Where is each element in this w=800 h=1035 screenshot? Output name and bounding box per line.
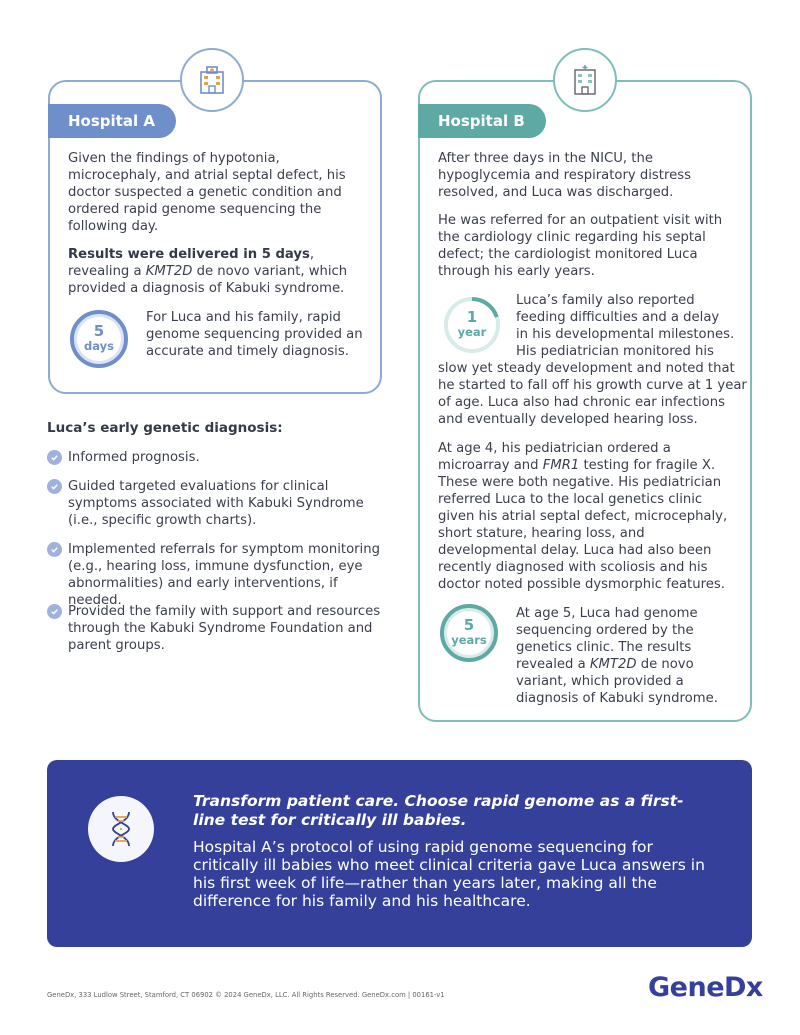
hospital-b-paragraph-5: At age 5, Luca had genome sequencing ordered by the genetics clinic. The results revealed a KMT2D de novo variant, which provided a diagnosis of Kabuki syndrome. bbox=[516, 606, 718, 706]
text-line: slow yet steady development and noted that bbox=[438, 361, 735, 376]
badge-number: 5 bbox=[463, 616, 475, 634]
check-icon bbox=[47, 542, 62, 557]
text-line: feeding difficulties and a delay bbox=[516, 310, 720, 325]
benefit-text: Implemented referrals for symptom monitoring (e.g., hearing loss, immune dysfunction, eye abnormalities) and early interventions, if needed. bbox=[68, 542, 380, 608]
footer-text: GeneDx, 333 Ludlow Street, Stamford, CT 06902 © 2024 GeneDx, LLC. All Rights Reserved. GeneDx.com | 00161-v1 bbox=[47, 991, 445, 999]
check-icon bbox=[47, 479, 62, 494]
text-line: Luca’s family also reported bbox=[516, 293, 695, 308]
year-badge bbox=[443, 296, 501, 354]
badge-unit: years bbox=[451, 633, 487, 647]
hospital-b-paragraph-1: After three days in the NICU, the hypoglycemia and respiratory distress resolved, and Luca was discharged. bbox=[438, 151, 691, 200]
benefit-text: Provided the family with support and resources through the Kabuki Syndrome Foundation and parent groups. bbox=[68, 604, 381, 653]
benefit-item bbox=[47, 603, 392, 655]
text-line: he started to fall off his growth curve at 1 year bbox=[438, 378, 747, 393]
check-icon bbox=[47, 604, 62, 619]
hospital-b-paragraph-4: At age 4, his pediatrician ordered a microarray and FMR1 testing for fragile X. These were both negative. His pediatrician referred Luca to the local genetics clinic given his atrial septal defect, microcephaly, short stature, hearing loss, and developmental delay. Luca had also been recently diagnosed with scoliosis and his doctor noted possible dysmorphic features. bbox=[438, 441, 728, 592]
banner-body: Hospital A’s protocol of using rapid genome sequencing for critically ill babies who meet clinical criteria gave Luca answers in his first week of life—rather than years later, making all the difference for his family and his healthcare. bbox=[193, 838, 705, 910]
text-line: in his developmental milestones. bbox=[516, 327, 735, 342]
text-line: of age. Luca also had chronic ear infections bbox=[438, 395, 725, 410]
hospital-b-tab: Hospital B bbox=[418, 104, 546, 138]
benefit-text: Guided targeted evaluations for clinical symptoms associated with Kabuki Syndrome (i.e., specific growth charts). bbox=[68, 479, 364, 528]
badge-number: 1 bbox=[466, 308, 478, 326]
badge-number: 5 bbox=[93, 322, 105, 340]
hospital-b-paragraph-2: He was referred for an outpatient visit with the cardiology clinic regarding his septal defect; the cardiologist monitored Luca through his early years. bbox=[438, 213, 723, 279]
hospital-a-tab: Hospital A bbox=[48, 104, 176, 138]
benefit-item bbox=[47, 449, 392, 469]
text-line: His pediatrician monitored his bbox=[516, 344, 714, 359]
benefits-title: Luca’s early genetic diagnosis: bbox=[47, 420, 283, 436]
days-badge bbox=[70, 310, 128, 368]
banner-headline: Transform patient care. Choose rapid genome as a first-line test for critically ill babies. bbox=[193, 792, 684, 829]
company-logo: GeneDx bbox=[648, 972, 763, 1003]
hospital-building-icon bbox=[180, 48, 244, 112]
hospital-building-icon bbox=[553, 48, 617, 112]
text-line: and eventually developed hearing loss. bbox=[438, 412, 698, 427]
badge-unit: year bbox=[457, 325, 487, 339]
benefit-item bbox=[47, 478, 392, 530]
benefit-item bbox=[47, 541, 392, 608]
badge-unit: days bbox=[84, 339, 114, 353]
hospital-a-result: Results were delivered in 5 days, revealing a KMT2D de novo variant, which provided a diagnosis of Kabuki syndrome. bbox=[68, 247, 348, 296]
hospital-a-badge-text: For Luca and his family, rapid genome sequencing provided an accurate and timely diagnosis. bbox=[146, 310, 363, 359]
hospital-a-paragraph: Given the findings of hypotonia, microcephaly, and atrial septal defect, his doctor suspected a genetic condition and ordered rapid genome sequencing the following day. bbox=[68, 151, 346, 234]
check-icon bbox=[47, 450, 62, 465]
benefit-text: Informed prognosis. bbox=[68, 450, 200, 465]
years-badge bbox=[440, 604, 498, 662]
dna-icon bbox=[88, 796, 154, 862]
